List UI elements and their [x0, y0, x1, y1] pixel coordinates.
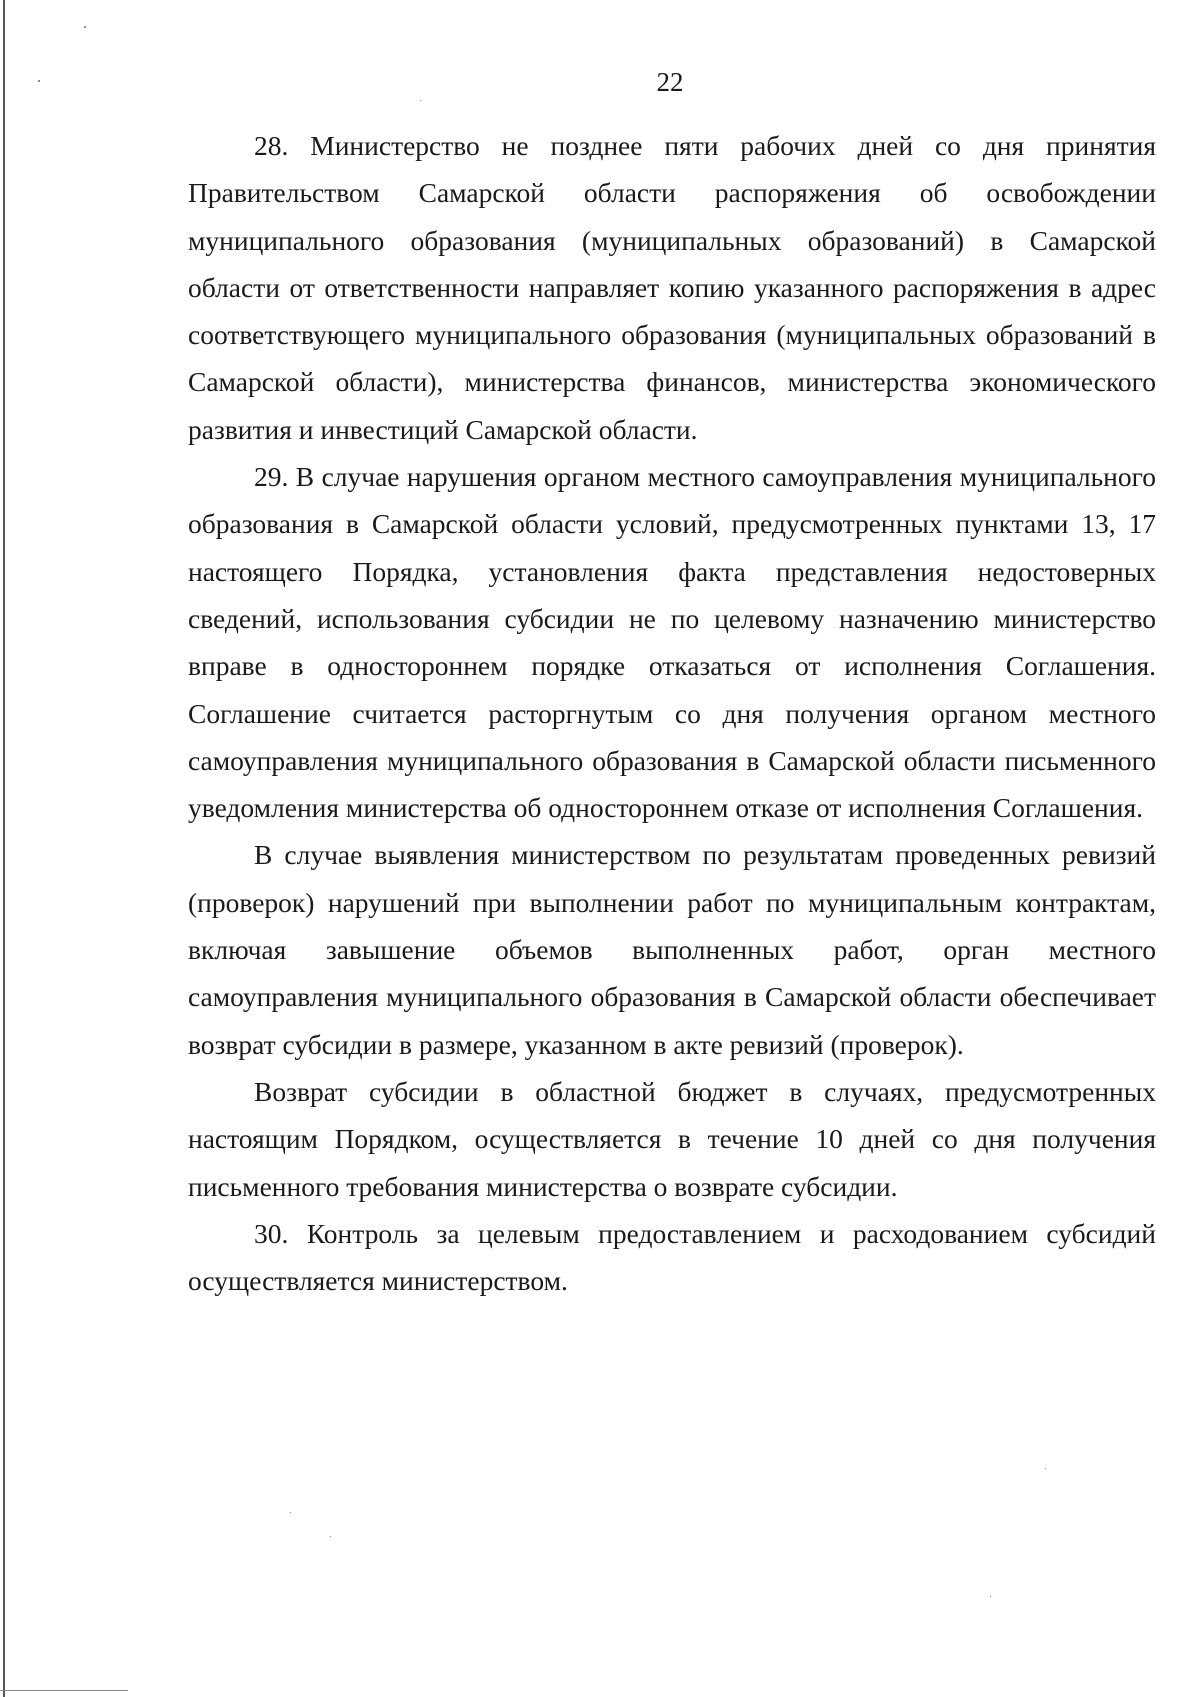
document-body — [188, 122, 1156, 1304]
paragraph-29: 29. В случае нарушения органом местного самоуправления муниципального образования в Самарской области условий, предусмотренных пунктами 13, 17 настоящего Порядка, установления факта представления недостоверных сведений, использования субсидии не по целевому назначению министерство вправе в одностороннем порядке отказаться от исполнения Соглашения. Соглашение считается расторгнутым со дня получения органом местного самоуправления муниципального образования в Самарской области письменного уведомления министерства об одностороннем отказе от исполнения Соглашения. — [188, 461, 1156, 824]
paragraph-28: 28. Министерство не позднее пяти рабочих дней со дня принятия Правительством Самарской области распоряжения об освобождении муниципального образования (муниципальных образований) в Самарской области от ответственности направляет копию указанного распоряжения в адрес соответствующего муниципального образования (муниципальных образований в Самарской области), министерства финансов, министерства экономического развития и инвестиций Самарской области. — [188, 130, 1156, 445]
scan-speck — [420, 100, 421, 101]
scan-speck — [84, 26, 86, 28]
page-number: 22 — [656, 67, 684, 97]
scan-speck — [1045, 1468, 1046, 1469]
scan-speck — [290, 1512, 291, 1513]
scan-speck — [990, 1596, 991, 1597]
paragraph-30: 30. Контроль за целевым предоставлением и расходованием субсидий осуществляется министерством. — [188, 1217, 1156, 1297]
paragraph-29-revision: В случае выявления министерством по результатам проведенных ревизий (проверок) нарушений при выполнении работ по муниципальным контрактам, включая завышение объемов выполненных работ, орган местного самоуправления муниципального образования в Самарской области обеспечивает возврат субсидии в размере, указанном в акте ревизий (проверок). — [188, 839, 1156, 1060]
scan-speck — [330, 1536, 331, 1537]
scan-bottom-edge — [0, 1690, 128, 1691]
scan-left-edge — [3, 0, 5, 1697]
paragraph-29-refund: Возврат субсидии в областной бюджет в случаях, предусмотренных настоящим Порядком, осуществляется в течение 10 дней со дня получения письменного требования министерства о возврате субсидии. — [188, 1075, 1156, 1202]
